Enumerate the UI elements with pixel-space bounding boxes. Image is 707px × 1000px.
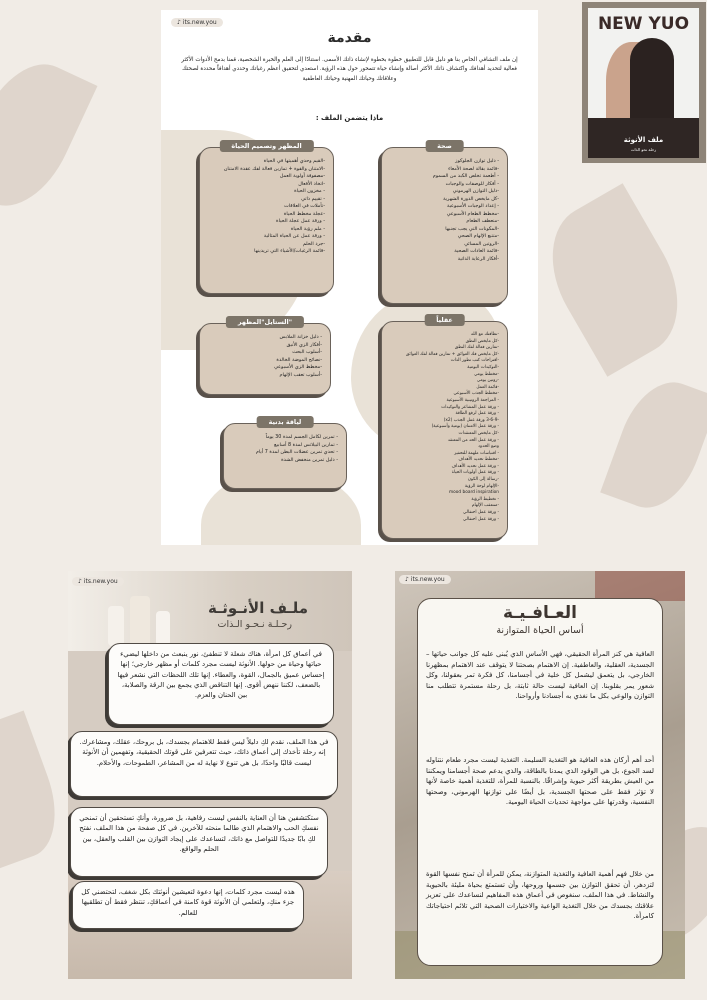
list-item: -3-6-9 ورقة عمل الجذب (x2)	[443, 417, 499, 423]
text-box: في أعماق كل امرأة، هناك شعلة لا تنطفئ، نور ينبعث من داخلها ليضيء حياتها وحياة من حولها. الأنوثة ليست مجرد كلمات أو مظهر خارجي؛ إنها إحساس عميق بالجمال، القوة، والعطاء. إنها تلك اللحظات التي نشعر فيها بالضعف، لكننا ننهض أقوى. إنها التناقض الذي يجمع بين الرقة والصلابة، بين الحنان والعزم.	[108, 643, 334, 725]
card-appearance-life-design	[199, 142, 334, 294]
text-box: هذه ليست مجرد كلمات، إنها دعوة لتعيشين أنوثتك بكل شغف، لتحتضني كل جزء منكِ، ولتعلمي أن الأنوثة قوة كامنة في أعماقكِ، تنتظر فقط أن تطلقيها للعالم.	[72, 881, 304, 929]
paragraph: أحد أهم أركان هذه العافية هو التغذية السليمة. التغذية ليست مجرد طعام نتناوله لسد الجوع، بل هي الوقود الذي يمدنا بالطاقة، والذي يدعم صحة أجسامنا ويمكننا من العيش بطريقة أكثر حيوية وإشراقًا. بالنسبة للمرأة، للتغذية أهمية خاصة لأنها لا تؤثر فقط على صحتها الجسدية، بل أيضًا على توازنها الهرموني، وصحتها النفسية، وقدرتها على مواجهة تحديات الحياة اليومية.	[426, 756, 654, 807]
list-item: -عجلة مخطط الحياة	[283, 210, 325, 217]
card-health	[381, 142, 508, 304]
list-item: mood board inspiration	[448, 490, 499, 496]
contents-subtitle: ماذا يتضمن الملف :	[315, 114, 384, 122]
list-item: -نظافتك مع الله	[470, 332, 499, 337]
list-item: -تأملات في العلاقات	[284, 203, 325, 209]
list-item: -أفكار الزي الأنيق	[286, 341, 322, 348]
list-item: - تقييم ذاتي	[301, 195, 325, 202]
list-item: -روتين يومي	[476, 378, 499, 384]
list-item: - دليل خزانة الملابس	[279, 334, 322, 340]
list-item: - دليل تمرين منخفض الشدة	[281, 456, 338, 463]
cover-image	[588, 8, 699, 158]
page-title: العـافـيـة	[502, 603, 577, 623]
intro-page	[161, 10, 538, 545]
list-item: -قائمة العادات الصحية	[454, 248, 499, 254]
tiktok-icon: ♪	[405, 576, 409, 583]
cover-subtitle: رحلة نحو الذات	[630, 147, 657, 152]
list-item: -الامتنان والقوة + تمارين فعالة لفك عقدة الامتنان	[223, 165, 325, 172]
cover-thumbnail	[582, 2, 706, 163]
list-item: -مخطط يومي	[474, 371, 499, 377]
list-item: - ملم رؤية الحياة	[290, 225, 325, 232]
list-item: - ورقة عمل الحد من المعتقد	[447, 437, 499, 443]
text-box: ستكتشفين هنا أن العناية بالنفس ليست رفاهية، بل ضرورة، وأنكِ تستحقين أن تمنحي نفسكِ الحب والاهتمام الذي طالما منحته للآخرين. في كل صفحة من هذا الملف، نفتح لكِ بابًا جديدًا للتواصل مع ذاتك، لتساعدك على إيجاد التوازن بين القلب والعقل، بين الحلم والواقع.	[70, 807, 328, 877]
list-item: - دليل توازن الجلوكوز	[455, 158, 499, 164]
list-item: -اقتراحات كتب تطور الذات	[450, 358, 499, 364]
paragraph: العافية هي كنز المرأة الحقيقي، فهي الأساس الذي يُبنى عليه كل جوانب حياتها – الجسدية، العقلية، والعاطفية. إن الاهتمام بصحتنا لا يتوقف عند الاهتمام بمظهرنا الخارجي، بل يتعمق ليشمل كل خلية في أجسامنا، كل فكرة تمر بعقولنا، وكل شعور يمر بقلوبنا. إن العافية ليست حالة ثابتة، بل رحلة مستمرة تتطلب منا التوازن والوعي بكل ما نغذي به أجسادنا وأرواحنا.	[426, 650, 654, 701]
wellness-page	[395, 571, 685, 979]
list-item: -مخطط تحديد الأهداف	[458, 457, 499, 463]
list-item: - مخزون الحياة	[294, 188, 325, 194]
list-item: -كل مايخص فك العوائق + تمارين فعالة لفك العوائق	[405, 351, 499, 357]
list-item: -كل مايخص النطق	[465, 338, 499, 344]
bottle-shape	[156, 611, 170, 646]
list-item: -جرد الحلم	[302, 240, 325, 247]
list-item: -المكونات التي يجب تجنبها	[445, 225, 499, 232]
card-list	[224, 424, 346, 468]
list-item: -كل مايخص المعتقدات	[458, 430, 499, 436]
list-item: - ورقة عمل عجلة الحياة	[276, 218, 325, 224]
list-item: - إعداد الوجبات الأسبوعية	[446, 203, 499, 209]
page-title: ملـف الأنـوثـة	[208, 599, 308, 617]
paragraph: من خلال فهم أهمية العافية والتغذية المتوازنة، يمكن للمرأة أن تمنح نفسها القوة لتزدهر، أن تحقق التوازن بين جسمها وروحها، وأن تستمتع بحياة مليئة بالحيوية والنشاط. في هذا الملف، سنغوص في أعماق هذه المفاهيم لنساعدك على تعزيز علاقتك بجسدك من خلال التغذية الواعية والاختيارات الصحية التي تلائم احتياجاتك كامرأة.	[426, 870, 654, 921]
list-item: - ورقة عمل تحديد الأهداف	[451, 463, 499, 469]
list-item: - تمرين لكامل الجسم لمدة 30 يوماً	[265, 434, 338, 440]
card-title: لياقة بدنية	[257, 416, 314, 428]
tiktok-handle: ♪ its.new.you	[72, 577, 124, 586]
list-item: - ورقة عمل عن الحياة المثالية	[263, 233, 325, 239]
card-style	[199, 318, 331, 395]
list-item: -مخطط الطعام الأسبوعي	[446, 210, 499, 217]
tiktok-icon: ♪	[177, 19, 181, 26]
card-title: الستايل"المظهر"	[226, 316, 304, 328]
list-item: - ورقة عمل احتفالي	[463, 510, 499, 516]
card-list	[200, 148, 333, 260]
list-item: -دليل التوازن الهرموني	[452, 188, 499, 194]
list-item: - ورقة عمل لرفع الطاقة	[455, 411, 499, 417]
list-item: -مصفوفة أولوية العمل	[279, 173, 325, 179]
list-item: -قائمة بقالة لصحة الأمعاء	[448, 165, 499, 172]
list-item: - أفكار للوصفات والوجبات	[445, 180, 499, 187]
list-item: -الإلهام لوحة الرؤية	[464, 483, 499, 489]
card-list	[382, 148, 507, 267]
background-leaf	[0, 711, 72, 870]
page-title: مقدمة	[327, 30, 372, 46]
list-item: - تمارين البيلاتس لمدة 8 أسابيع	[274, 441, 338, 448]
list-item: -الروتين المسائي	[464, 240, 499, 247]
intro-paragraph: إن ملف التشافي الخاص بنا هو دليل قابل للتطبيق خطوة بخطوة لإنشاء ذاتك الأسمى. استنادًا إلى العلم والخبرة الشخصية، قمنا بدمج الأدوات الأكثر فعالية لتحديد أهدافك واكتشاف ذاتك الأكثر أصالة وإنشاء حياة تتمحور حول هذه الرؤية. استعدي لتحقيق أعظم رغباتك وحددي أهدافاً محددة لصحتك وعلاقاتك وحياتك المهنية وحياتك العاطفية	[181, 57, 518, 82]
background-leaf	[0, 48, 97, 222]
text-box: في هذا الملف، نقدم لكِ دليلاً ليس فقط للاهتمام بجسدك، بل بروحك، عقلك، ومشاعرك. إنه رحلة تأخذك إلى أعماق ذاتك، حيث تتعرفين على قوتك الحقيقية، وتفهمين أن الأنوثة ليست قالبًا واحدًا، بل هي تنوع لا نهاية له من المشاعر، الطموحات، والأحلام.	[70, 731, 338, 797]
femininity-page	[68, 571, 352, 979]
list-item: - تحدي تمرين عضلات البطن لمدة 7 أيام	[255, 449, 338, 455]
list-item: -مخطط الزي الأسبوعي	[274, 364, 322, 370]
card-list	[200, 324, 330, 383]
page-subtitle: أساس الحياة المتوازنة	[496, 625, 584, 636]
list-item: - ورقة عمل الامتنان (يومية وأسبوعية)	[431, 424, 499, 430]
card-title: عقلياً	[424, 314, 465, 326]
cover-masthead: NEW YUO	[597, 14, 690, 34]
list-item: -تمارين فعالة لفك النطق	[454, 345, 499, 351]
list-item: -نصائح الموضة الخالدة	[276, 356, 322, 363]
tiktok-icon: ♪	[78, 578, 82, 585]
list-item: -كل مايخص الدورة الشهرية	[443, 195, 499, 202]
card-title: المظهر وتصميم الحياة	[219, 140, 313, 152]
list-item: -متتبع الإلهام الصحي	[457, 233, 499, 239]
card-list	[382, 322, 507, 527]
list-item: - تخطيط الرؤية	[471, 496, 499, 502]
list-item: -التوكيدات اليومية	[467, 364, 499, 370]
text-card	[417, 598, 663, 966]
background-leaf	[527, 183, 702, 377]
card-fitness	[223, 418, 347, 489]
list-item: -القيم وحدي أهميتها في الحياة	[263, 158, 325, 164]
card-title: صحة	[425, 140, 464, 152]
list-item: -رسالة إلى الكون	[467, 477, 499, 483]
list-item: وضع الحدود	[478, 444, 499, 450]
list-item: -قائمة الرغبات/الأشياء التي تريدينها	[254, 248, 325, 254]
list-item: - اقتباسات ملهمة للتحفيز	[454, 450, 499, 456]
list-item: -أفكار الرعاية الذاتية	[457, 255, 499, 262]
cover-title: ملف الأنوثة	[623, 136, 664, 144]
list-item: - ورقة عمل المشاعر والتوكيدات	[441, 404, 499, 410]
background-leaf	[600, 370, 707, 520]
list-item: -أسلوب البحث	[292, 349, 322, 355]
tiktok-handle: ♪ its.new.you	[399, 575, 451, 584]
list-item: -اتخاذ الأفعال	[298, 180, 325, 187]
list-item: -منعطف الطعام	[466, 218, 499, 224]
bottle-shape	[108, 606, 124, 646]
list-item: -مخطط الجذب الأسبوعي	[453, 391, 499, 397]
list-item: - المراجعة الروتينية الأسبوعية	[446, 397, 499, 403]
list-item: - ورقة عمل احتفالي	[463, 516, 499, 522]
card-mental	[381, 316, 508, 539]
bottle-shape	[130, 596, 150, 646]
list-item: -قائمة العمل	[476, 384, 499, 390]
list-item: - أطعمة تخلص الكبد من السموم	[432, 173, 499, 179]
list-item: -أسلوب تعقب الإلهام	[279, 371, 322, 378]
list-item: - ورقة عمل أولويات الحياة	[451, 470, 499, 476]
tiktok-handle: ♪ its.new.you	[171, 18, 223, 27]
berries-photo	[595, 571, 685, 601]
page-subtitle: رحـلـة نـحـو الـذات	[217, 619, 292, 630]
list-item: -منتعقب الإلهام	[471, 503, 499, 509]
